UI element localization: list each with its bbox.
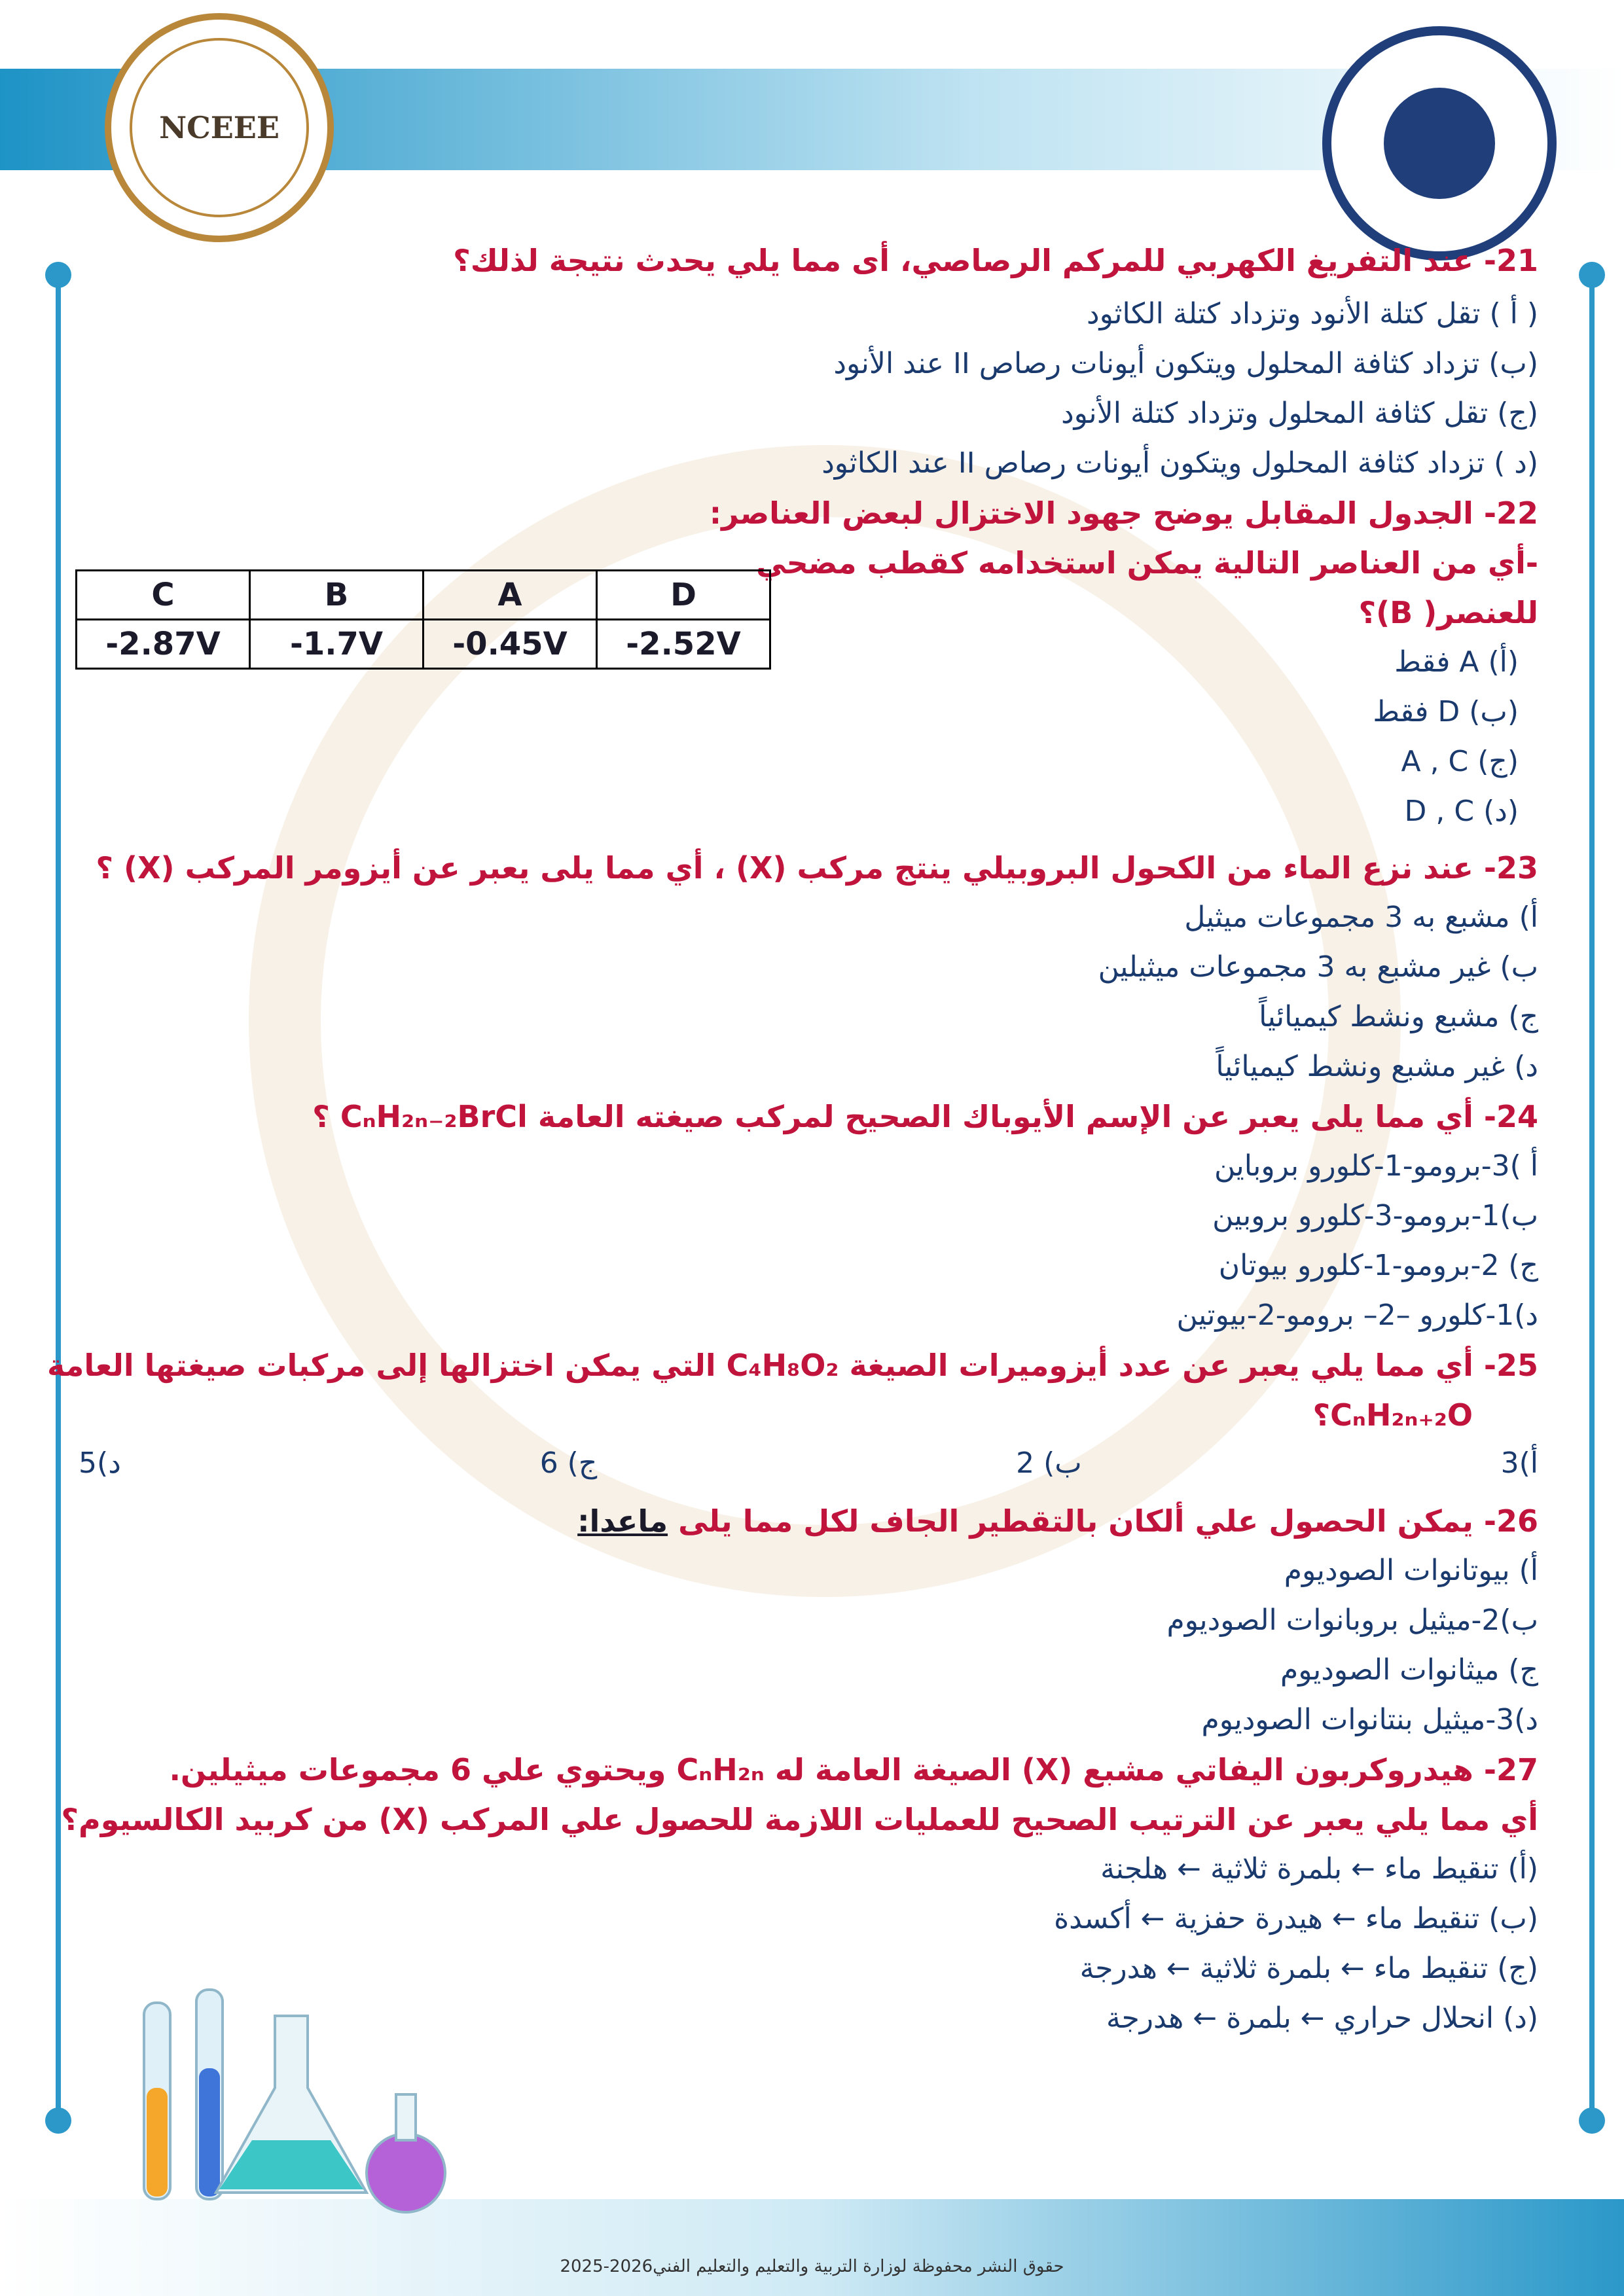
q25-option-d: د)5 xyxy=(79,1446,121,1480)
table-cell: -2.87V xyxy=(77,620,250,669)
table-row xyxy=(77,620,770,669)
question-27-sub: أي مما يلي يعبر عن الترتيب الصحيح للعمليات اللازمة للحصول علي المركب (X) من كربيد الكالسيوم؟ xyxy=(61,1802,1538,1837)
q26-option-b: ب)2-ميثيل بروبانوات الصوديوم xyxy=(1166,1604,1538,1637)
q26-option-a: أ) بيوتانوات الصوديوم xyxy=(1284,1554,1538,1587)
question-26-except: ماعدا: xyxy=(577,1503,668,1539)
q27-option-a: (أ) تنقيط ماء ← بلمرة ثلاثية ← هلجنة xyxy=(1100,1852,1538,1886)
border-dot xyxy=(45,262,71,288)
q24-option-a: أ )3-برومو-1-كلورو بروباين xyxy=(1214,1149,1538,1183)
q22-option-c: (ج) A , C xyxy=(1401,745,1519,778)
q26-option-c: ج) ميثانوات الصوديوم xyxy=(1280,1653,1538,1687)
question-26-text: 26- يمكن الحصول علي ألكان بالتقطير الجاف لكل مما يلى xyxy=(668,1503,1538,1539)
reduction-potential-table xyxy=(75,569,771,670)
q21-option-b: (ب) تزداد كثافة المحلول ويتكون أيونات رصاص II عند الأنود xyxy=(833,347,1538,380)
question-22: 22- الجدول المقابل يوضح جهود الاختزال لبعض العناصر: xyxy=(709,495,1538,531)
border-dot xyxy=(1579,2108,1605,2134)
question-21: 21- عند التفريغ الكهربي للمركم الرصاصي، أى مما يلي يحدث نتيجة لذلك؟ xyxy=(453,243,1538,278)
q24-option-d: د)1-كلورو –2– برومو-2-بيوتين xyxy=(1176,1299,1538,1332)
q21-option-c: (ج) تقل كثافة المحلول وتزداد كتلة الأنود xyxy=(1061,397,1538,430)
table-header-cell: A xyxy=(424,571,597,620)
table-header-row xyxy=(77,571,770,620)
q25-option-c: ج) 6 xyxy=(539,1446,598,1480)
question-25-formula: CₙH₂ₙ₊₂O؟ xyxy=(1312,1397,1473,1433)
q25-options-row xyxy=(79,1446,1538,1480)
lab-glassware-illustration xyxy=(118,1977,458,2219)
q22-option-a: (أ) A فقط xyxy=(1394,645,1519,679)
table-cell: -0.45V xyxy=(424,620,597,669)
q27-option-d: (د) انحلال حراري ← بلمرة ← هدرجة xyxy=(1106,2001,1538,2035)
table-header-cell: C xyxy=(77,571,250,620)
q24-option-b: ب)1-برومو-3-كلورو بروبين xyxy=(1212,1199,1538,1232)
q22-option-b: (ب) D فقط xyxy=(1373,695,1519,728)
ministry-logo xyxy=(1322,26,1557,260)
q24-option-c: ج) 2-برومو-1-كلورو بيوتان xyxy=(1218,1249,1538,1282)
q26-option-d: د)3-ميثيل بنتانوات الصوديوم xyxy=(1201,1703,1538,1736)
table-header-cell: D xyxy=(597,571,770,620)
q23-option-c: ج) مشبع ونشط كيميائياً xyxy=(1259,1000,1538,1033)
question-25: 25- أي مما يلي يعبر عن عدد أيزوميرات الصيغة C₄H₈O₂ التي يمكن اختزالها إلى مركبات صيغتها العامة xyxy=(46,1348,1538,1383)
nceee-logo-text: NCEEE xyxy=(159,110,280,145)
q23-option-b: ب) غير مشبع به 3 مجموعات ميثيلين xyxy=(1098,950,1538,984)
question-26 xyxy=(577,1496,1538,1546)
q23-option-a: أ) مشبع به 3 مجموعات ميثيل xyxy=(1184,901,1538,934)
question-24: 24- أي مما يلى يعبر عن الإسم الأيوباك الصحيح لمركب صيغته العامة CₙH₂ₙ₋₂BrCl ؟ xyxy=(312,1099,1538,1134)
nceee-logo xyxy=(105,13,334,242)
table-cell: -2.52V xyxy=(597,620,770,669)
right-border-line xyxy=(1589,275,1595,2121)
left-border-line xyxy=(56,275,61,2121)
q25-option-b: ب) 2 xyxy=(1016,1446,1082,1480)
q25-option-a: أ)3 xyxy=(1500,1446,1538,1480)
table-cell: -1.7V xyxy=(250,620,424,669)
question-22-sub1: -أي من العناصر التالية يمكن استخدامه كقطب مضحي xyxy=(756,545,1538,581)
q27-option-c: (ج) تنقيط ماء ← بلمرة ثلاثية ← هدرجة xyxy=(1079,1952,1538,1985)
question-27: 27- هيدروكربون اليفاتي مشبع (X) الصيغة العامة له CₙH₂ₙ ويحتوي علي 6 مجموعات ميثيلين. xyxy=(169,1752,1538,1787)
border-dot xyxy=(45,2108,71,2134)
footer-copyright: حقوق النشر محفوظة لوزارة التربية والتعليم والتعليم الفني2026-2025 xyxy=(560,2257,1064,2276)
border-dot xyxy=(1579,262,1605,288)
q21-option-d: (د ) تزداد كثافة المحلول ويتكون أيونات رصاص II عند الكاثود xyxy=(821,446,1538,480)
q27-option-b: (ب) تنقيط ماء ← هيدرة حفزية ← أكسدة xyxy=(1054,1902,1538,1935)
question-22-sub2: للعنصر( B)؟ xyxy=(1358,595,1538,630)
q21-option-a: ( أ ) تقل كتلة الأنود وتزداد كتلة الكاثود xyxy=(1086,297,1538,331)
table-header-cell: B xyxy=(250,571,424,620)
q23-option-d: د) غير مشبع ونشط كيميائياً xyxy=(1216,1050,1538,1083)
q22-option-d: (د) D , C xyxy=(1404,795,1519,828)
question-23: 23- عند نزع الماء من الكحول البروبيلي ينتج مركب (X) ، أي مما يلى يعبر عن أيزومر المركب (X) ؟ xyxy=(96,850,1538,886)
